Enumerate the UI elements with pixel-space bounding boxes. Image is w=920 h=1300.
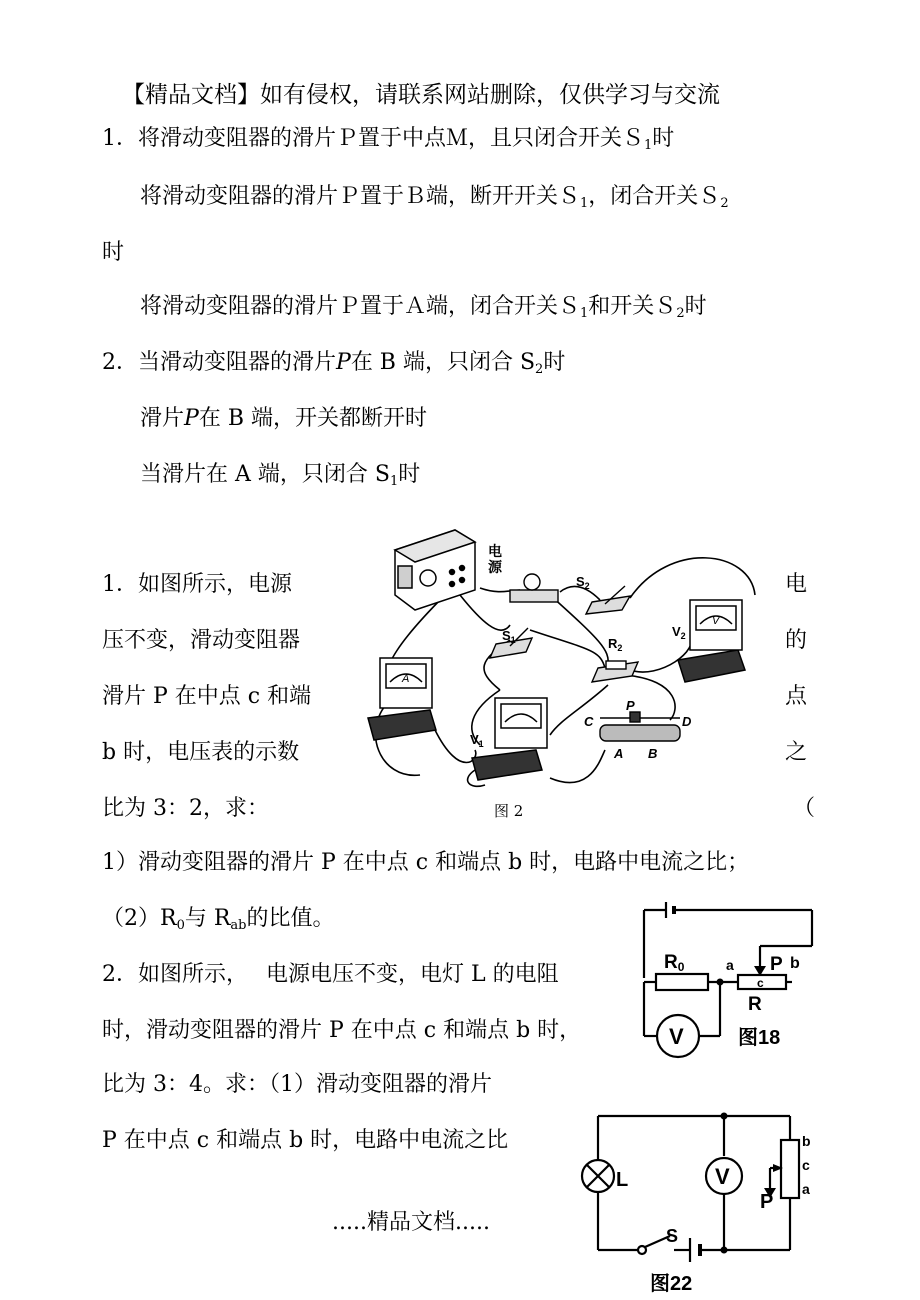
power-label-2: 源 (488, 559, 502, 575)
problem1-line2-right: 的 (785, 628, 808, 653)
switch-s-label: S (666, 1226, 679, 1246)
p-label: P (770, 954, 783, 975)
a-label: a (726, 957, 734, 973)
r-label: R (748, 994, 762, 1015)
problem1-line5-right: （ (793, 796, 816, 821)
page-header: 【精品文档】如有侵权，请联系网站删除，仅供学习与交流 (122, 82, 720, 108)
figure-2-circuit (360, 520, 780, 820)
page-footer: .....精品文档..... (332, 1210, 490, 1235)
power-label-1: 电 (488, 543, 502, 559)
r2-label: $R_2$ (608, 636, 623, 653)
slide-rheostat (600, 712, 680, 741)
problem2-line3: 比为 3：4。求：（1）滑动变阻器的滑片 (102, 1072, 492, 1097)
problem1-line4: b 时，电压表的示数 (102, 740, 300, 765)
end-a-label: a (802, 1181, 810, 1197)
resistor-r2 (592, 661, 638, 682)
list2-item3: 当滑片在 A 端，只闭合 $S_1$时 (140, 462, 421, 489)
figure-2-caption: 图 2 (494, 802, 524, 820)
c-label: c (757, 976, 764, 990)
list2-item2: 滑片P在 B 端，开关都断开时 (140, 406, 427, 431)
v2-label: $V_2$ (672, 624, 686, 641)
problem1-line5: 比为 3：2，求： (102, 796, 269, 821)
voltmeter-v2 (678, 600, 745, 682)
list1-item2: 将滑动变阻器的滑片Ｐ置于Ｂ端，断开开关Ｓ$_1$，闭合开关Ｓ$_2$ (140, 184, 729, 211)
problem1-line2: 压不变，滑动变阻器 (102, 628, 301, 653)
figure-18-caption: 图18 (738, 1027, 781, 1049)
switch-s2 (586, 586, 630, 614)
rheostat-b-label: B (648, 746, 658, 761)
rheostat-a-label: A (614, 746, 624, 761)
problem2-line2: 时，滑动变阻器的滑片 P 在中点 c 和端点 b 时， (102, 1018, 582, 1043)
problem1-line3: 滑片 P 在中点 c 和端 (102, 684, 312, 709)
rheostat-p-label: P (626, 698, 635, 713)
voltmeter-label: V (669, 1024, 684, 1049)
problem1-line4-right: 之 (785, 740, 808, 765)
problem2-line1: 2．如图所示， 电源电压不变，电灯 L 的电阻 (102, 962, 559, 987)
mid-c-label: c (802, 1157, 810, 1173)
voltmeter-v-label: V (715, 1164, 730, 1189)
problem2-line4: P 在中点 c 和端点 b 时，电路中电流之比 (102, 1128, 509, 1153)
rheostat-c-label: C (584, 714, 594, 729)
v1-label: $V_1$ (470, 732, 484, 749)
rheostat-d-label: D (682, 714, 692, 729)
lamp (510, 574, 558, 602)
lamp-l-label: L (616, 1169, 629, 1191)
list1-item3: 将滑动变阻器的滑片Ｐ置于Ａ端，闭合开关Ｓ$_1$和开关Ｓ$_2$时 (140, 294, 707, 321)
s2-label: $S_2$ (576, 574, 590, 591)
problem1-question2: $(2)R_0$与 $R_{ab}$的比值。 (102, 906, 335, 933)
ammeter-mark: A (402, 673, 410, 685)
end-b-label: b (802, 1133, 811, 1149)
problem1-line3-right: 点 (785, 684, 808, 709)
figure-18-circuit (636, 898, 820, 1062)
list1-item1: 1．将滑动变阻器的滑片Ｐ置于中点Ｍ，且只闭合开关Ｓ$_1$时 (102, 126, 675, 153)
problem1-line1-right: 电 (785, 572, 808, 597)
problem1-question1: 1）滑动变阻器的滑片 P 在中点 c 和端点 b 时，电路中电流之比； (102, 850, 750, 875)
problem1-line1: 1．如图所示，电源 (102, 572, 292, 597)
figure-22-circuit (574, 1104, 820, 1300)
r0-label: R0 (664, 952, 685, 974)
s1-label: $S_1$ (502, 628, 516, 645)
slider-p-label: P (760, 1191, 774, 1213)
ammeter (368, 658, 436, 740)
list1-item2-cont: 时 (102, 240, 125, 265)
b-label: b (790, 955, 800, 972)
list2-item1: 2．当滑动变阻器的滑片P在 B 端，只闭合 $S_2$时 (102, 350, 566, 377)
figure-22-caption: 图22 (650, 1273, 693, 1295)
v2-meter-mark: V (712, 615, 720, 627)
